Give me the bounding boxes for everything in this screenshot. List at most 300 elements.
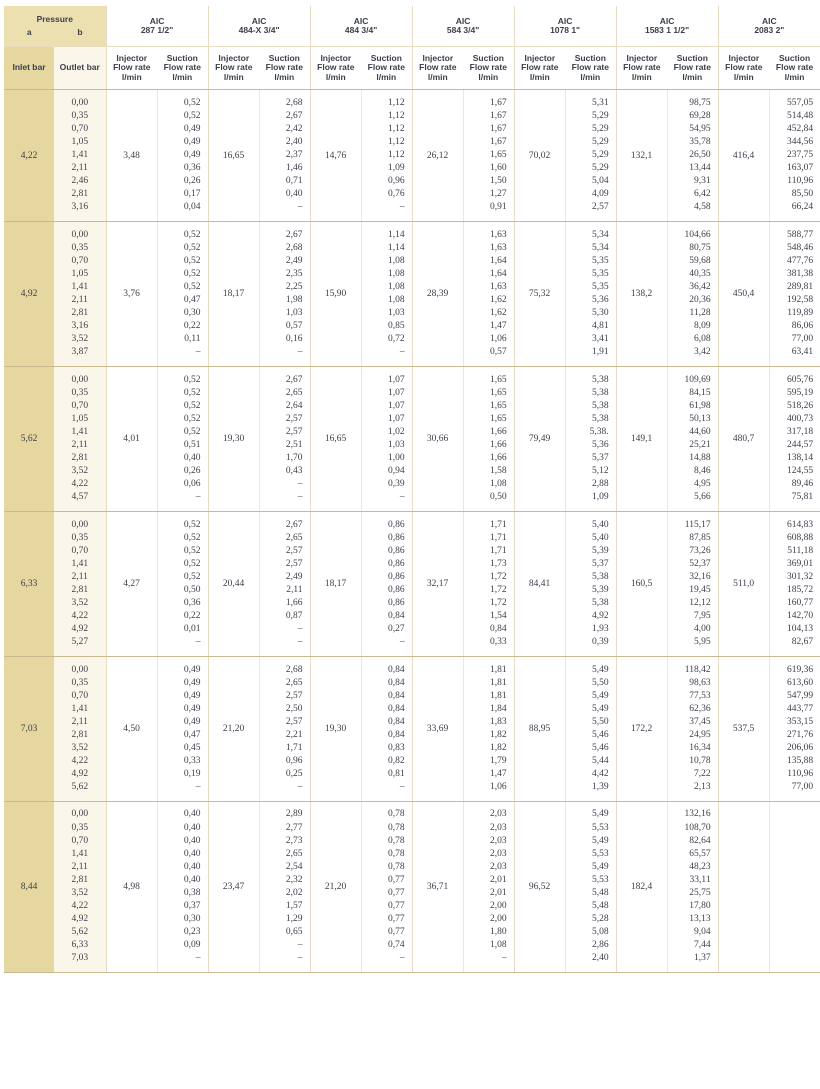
suction-flow-list bbox=[259, 367, 310, 512]
suction-flow-value: 5,28 bbox=[591, 914, 609, 925]
suction-flow-value: – bbox=[297, 202, 303, 213]
outlet-pressure-value: 3,16 bbox=[71, 321, 89, 332]
outlet-pressure-value: 5,27 bbox=[71, 637, 89, 648]
suction-flow-value: 619,36 bbox=[786, 664, 814, 675]
suction-flow-value: 0,49 bbox=[183, 690, 201, 701]
suction-flow-value: 1,62 bbox=[489, 308, 507, 319]
suction-flow-value: 547,99 bbox=[786, 690, 814, 701]
model-header bbox=[718, 6, 820, 47]
suction-flow-value: 5,35 bbox=[591, 268, 609, 279]
suction-flow-value: 2,68 bbox=[285, 242, 303, 253]
suction-flow-value: 35,78 bbox=[689, 136, 711, 147]
suction-flow-value: 1,70 bbox=[285, 453, 303, 464]
suction-flow-value: 5,38 bbox=[591, 598, 609, 609]
suction-flow-value: 614,83 bbox=[786, 519, 814, 530]
suction-flow-value: 0,78 bbox=[387, 861, 405, 872]
suction-flow-value: 0,45 bbox=[183, 743, 201, 754]
injector-flow-value: 511,0 bbox=[718, 512, 769, 657]
outlet-pressure-value: 5,62 bbox=[71, 782, 89, 793]
suction-flow-value: 2,73 bbox=[285, 835, 303, 846]
suction-flow-value: 2,67 bbox=[285, 229, 303, 240]
suction-flow-list bbox=[769, 802, 820, 973]
suction-flow-value: 0,84 bbox=[387, 677, 405, 688]
pressure-ab-labels bbox=[4, 28, 106, 38]
suction-flow-value: 237,75 bbox=[786, 149, 814, 160]
injector-flow-value: 3,48 bbox=[106, 90, 157, 222]
suction-flow-value: 0,52 bbox=[183, 519, 201, 530]
outlet-pressure-value: 3,52 bbox=[71, 888, 89, 898]
suction-flow-value: 115,17 bbox=[684, 519, 711, 530]
suction-flow-value: 1,50 bbox=[489, 176, 507, 187]
injector-flow-value: 21,20 bbox=[208, 657, 259, 802]
suction-flow-value: 192,58 bbox=[786, 295, 814, 305]
suction-flow-list bbox=[259, 512, 310, 657]
suction-flow-value: 0,26 bbox=[183, 466, 201, 477]
suction-flow-list bbox=[463, 802, 514, 973]
suction-flow-value: 2,57 bbox=[285, 716, 303, 727]
suction-flow-value: 75,81 bbox=[791, 492, 814, 503]
suction-flow-value: 5,48 bbox=[591, 888, 609, 898]
suction-flow-value: 1,64 bbox=[489, 268, 507, 279]
suction-flow-value: 5,49 bbox=[591, 690, 609, 701]
injector-flow-value: 16,65 bbox=[310, 367, 361, 512]
header-row-models bbox=[4, 6, 820, 47]
suction-flow-value: – bbox=[399, 637, 405, 648]
suction-flow-value: – bbox=[195, 782, 201, 793]
suction-flow-list bbox=[565, 512, 616, 657]
suction-flow-value: 206,06 bbox=[786, 743, 814, 754]
outlet-pressure-value: 0,35 bbox=[71, 532, 89, 543]
suction-flow-value: 1,63 bbox=[489, 229, 507, 240]
suction-flow-value: 0,77 bbox=[387, 927, 405, 938]
suction-flow-value: 25,21 bbox=[689, 440, 711, 450]
suction-flow-value: 2,21 bbox=[285, 730, 303, 740]
suction-flow-value: 2,68 bbox=[285, 97, 303, 108]
suction-flow-value: 344,56 bbox=[786, 136, 814, 147]
flow-rate-table bbox=[4, 6, 820, 973]
suction-flow-value: 0,52 bbox=[183, 268, 201, 279]
inlet-pressure: 7,03 bbox=[4, 657, 54, 802]
suction-flow-value: 1,67 bbox=[489, 110, 507, 121]
inlet-bar-header: Inlet bar bbox=[4, 47, 54, 90]
suction-flow-value: 1,58 bbox=[489, 466, 507, 477]
outlet-pressure-value: 4,92 bbox=[71, 914, 89, 925]
suction-flow-value: 0,26 bbox=[183, 176, 201, 187]
injector-flow-value: 19,30 bbox=[310, 657, 361, 802]
outlet-pressure-value: 3,16 bbox=[71, 202, 89, 213]
suction-flow-value: 0,78 bbox=[387, 835, 405, 846]
suction-flow-value: 1,00 bbox=[387, 453, 405, 464]
suction-flow-list bbox=[565, 90, 616, 222]
suction-flow-value: 0,72 bbox=[387, 334, 405, 345]
suction-flow-value: 0,57 bbox=[489, 347, 507, 358]
suction-flow-value: 0,49 bbox=[183, 149, 201, 160]
suction-flow-header: Suction Flow rate l/min bbox=[565, 47, 616, 90]
suction-flow-value: 0,52 bbox=[183, 426, 201, 437]
outlet-pressure-list bbox=[54, 802, 106, 973]
suction-flow-value: 514,48 bbox=[786, 110, 814, 121]
suction-flow-value: 1,66 bbox=[489, 453, 507, 464]
inlet-pressure: 4,22 bbox=[4, 90, 54, 222]
suction-flow-value: 5,36 bbox=[591, 295, 609, 305]
suction-flow-list bbox=[157, 657, 208, 802]
injector-flow-value: 138,2 bbox=[616, 222, 667, 367]
suction-flow-value: 135,88 bbox=[786, 756, 814, 767]
suction-flow-value: 1,12 bbox=[387, 149, 405, 160]
outlet-pressure-value: 0,00 bbox=[71, 374, 89, 385]
suction-flow-value: 1,65 bbox=[489, 400, 507, 411]
suction-flow-value: 0,36 bbox=[183, 163, 201, 174]
suction-flow-value: 1,65 bbox=[489, 374, 507, 385]
suction-flow-value: 0,77 bbox=[387, 914, 405, 925]
suction-flow-value: 85,50 bbox=[791, 189, 814, 200]
injector-flow-header: Injector Flow rate l/min bbox=[310, 47, 361, 90]
suction-flow-list bbox=[259, 802, 310, 973]
suction-flow-value: 160,77 bbox=[786, 598, 814, 609]
suction-flow-value: 0,52 bbox=[183, 242, 201, 253]
suction-flow-value: 0,49 bbox=[183, 136, 201, 147]
suction-flow-value: 353,15 bbox=[786, 716, 814, 727]
outlet-pressure-value: 0,70 bbox=[71, 835, 89, 846]
suction-flow-value: 82,64 bbox=[689, 835, 711, 846]
injector-flow-value: 70,02 bbox=[514, 90, 565, 222]
suction-flow-value: 0,22 bbox=[183, 321, 201, 332]
suction-flow-value: 82,67 bbox=[791, 637, 814, 648]
outlet-pressure-value: 0,35 bbox=[71, 677, 89, 688]
suction-flow-value: 1,71 bbox=[489, 519, 507, 530]
suction-flow-list bbox=[463, 367, 514, 512]
injector-flow-value: 20,44 bbox=[208, 512, 259, 657]
suction-flow-value: 1,47 bbox=[489, 769, 507, 780]
suction-flow-value: 0,52 bbox=[183, 558, 201, 569]
outlet-pressure-value: 0,35 bbox=[71, 387, 89, 398]
suction-flow-list bbox=[565, 222, 616, 367]
injector-flow-header: Injector Flow rate l/min bbox=[616, 47, 667, 90]
col-a-label: a bbox=[26, 26, 32, 37]
suction-flow-value: 0,50 bbox=[183, 585, 201, 595]
model-size: 1078 1" bbox=[550, 25, 581, 35]
suction-flow-value: 1,08 bbox=[387, 268, 405, 279]
suction-flow-value: 0,86 bbox=[387, 532, 405, 543]
suction-flow-value: – bbox=[297, 347, 303, 358]
header-row-units bbox=[4, 47, 820, 90]
suction-flow-value: 7,22 bbox=[693, 769, 711, 780]
suction-flow-value: – bbox=[501, 953, 507, 964]
suction-flow-value: 2,67 bbox=[285, 519, 303, 530]
injector-flow-value: 480,7 bbox=[718, 367, 769, 512]
suction-flow-value: 7,44 bbox=[693, 940, 711, 951]
outlet-pressure-value: 1,05 bbox=[71, 136, 89, 147]
suction-flow-value: 0,49 bbox=[183, 716, 201, 727]
suction-flow-value: 0,84 bbox=[387, 716, 405, 727]
suction-flow-value: 5,35 bbox=[591, 255, 609, 266]
outlet-pressure-value: 0,70 bbox=[71, 690, 89, 701]
model-size: 287 1/2" bbox=[140, 25, 174, 35]
suction-flow-value: 0,74 bbox=[387, 940, 405, 951]
suction-flow-value: 5,53 bbox=[591, 848, 609, 859]
outlet-pressure-value: 1,41 bbox=[71, 558, 89, 569]
suction-flow-value: 63,41 bbox=[791, 347, 814, 358]
outlet-pressure-value: 0,00 bbox=[71, 519, 89, 530]
suction-flow-value: 0,06 bbox=[183, 479, 201, 490]
suction-flow-value: 5,44 bbox=[591, 756, 609, 767]
suction-flow-value: 5,35 bbox=[591, 281, 609, 292]
suction-flow-list bbox=[361, 512, 412, 657]
outlet-pressure-list bbox=[54, 222, 106, 367]
suction-flow-value: 0,52 bbox=[183, 545, 201, 556]
suction-flow-value: 1,07 bbox=[387, 374, 405, 385]
suction-flow-value: 1,62 bbox=[489, 295, 507, 305]
suction-flow-value: 0,86 bbox=[387, 545, 405, 556]
suction-flow-value: 73,26 bbox=[689, 545, 711, 556]
injector-flow-value: 16,65 bbox=[208, 90, 259, 222]
outlet-pressure-value: 2,81 bbox=[71, 585, 89, 595]
injector-flow-value: 26,12 bbox=[412, 90, 463, 222]
suction-flow-value: 0,40 bbox=[183, 861, 201, 872]
suction-flow-value: 1,60 bbox=[489, 163, 507, 174]
suction-flow-value: 1,08 bbox=[489, 479, 507, 490]
suction-flow-value: 2,57 bbox=[591, 202, 609, 213]
outlet-pressure-value: 0,00 bbox=[71, 809, 89, 820]
suction-flow-value: 0,96 bbox=[285, 756, 303, 767]
suction-flow-value: 0,71 bbox=[285, 176, 303, 187]
suction-flow-value: 0,85 bbox=[387, 321, 405, 332]
suction-flow-value: 0,40 bbox=[183, 835, 201, 846]
suction-flow-value: 1,72 bbox=[489, 585, 507, 595]
injector-flow-value: 4,01 bbox=[106, 367, 157, 512]
suction-flow-list bbox=[463, 657, 514, 802]
suction-flow-value: 2,77 bbox=[285, 822, 303, 833]
suction-flow-list bbox=[361, 367, 412, 512]
suction-flow-value: 1,07 bbox=[387, 387, 405, 398]
suction-flow-value: 0,33 bbox=[183, 756, 201, 767]
suction-flow-value: 0,84 bbox=[387, 703, 405, 714]
suction-flow-value: 5,95 bbox=[693, 637, 711, 648]
suction-flow-value: 3,41 bbox=[591, 334, 609, 345]
suction-flow-value: 0,39 bbox=[387, 479, 405, 490]
suction-flow-value: 5,34 bbox=[591, 229, 609, 240]
suction-flow-value: 0,78 bbox=[387, 809, 405, 820]
suction-flow-value: 1,12 bbox=[387, 123, 405, 134]
suction-flow-value: 2,57 bbox=[285, 545, 303, 556]
suction-flow-value: 1,63 bbox=[489, 281, 507, 292]
injector-flow-value: 79,49 bbox=[514, 367, 565, 512]
outlet-pressure-value: 4,22 bbox=[71, 479, 89, 490]
suction-flow-list bbox=[769, 657, 820, 802]
suction-flow-value: 0,91 bbox=[489, 202, 507, 213]
suction-flow-list bbox=[361, 90, 412, 222]
suction-flow-value: 1,80 bbox=[489, 927, 507, 938]
injector-flow-value: 33,69 bbox=[412, 657, 463, 802]
suction-flow-value: 2,51 bbox=[285, 440, 303, 450]
suction-flow-value: 2,65 bbox=[285, 848, 303, 859]
outlet-pressure-value: 1,41 bbox=[71, 281, 89, 292]
outlet-bar-header: Outlet bar bbox=[54, 47, 106, 90]
pressure-group-row bbox=[4, 90, 820, 222]
suction-flow-value: 5,50 bbox=[591, 677, 609, 688]
suction-flow-value: 0,40 bbox=[183, 874, 201, 885]
suction-flow-value: – bbox=[399, 953, 405, 964]
injector-flow-value: 182,4 bbox=[616, 802, 667, 973]
suction-flow-value: 1,47 bbox=[489, 321, 507, 332]
outlet-pressure-value: 0,70 bbox=[71, 255, 89, 266]
suction-flow-value: 0,40 bbox=[183, 453, 201, 464]
suction-flow-value: 2,65 bbox=[285, 677, 303, 688]
suction-flow-value: 77,53 bbox=[689, 690, 711, 701]
suction-flow-value: 0,36 bbox=[183, 598, 201, 609]
suction-flow-value: 271,76 bbox=[786, 730, 814, 740]
suction-flow-value: 2,11 bbox=[286, 585, 303, 595]
suction-flow-list bbox=[667, 657, 718, 802]
model-name: AIC bbox=[455, 15, 471, 26]
suction-flow-value: 0,52 bbox=[183, 374, 201, 385]
suction-flow-value: 1,14 bbox=[387, 229, 405, 240]
suction-flow-value: 5,40 bbox=[591, 519, 609, 530]
suction-flow-list bbox=[565, 657, 616, 802]
suction-flow-value: 1,12 bbox=[387, 97, 405, 108]
suction-flow-value: 1,81 bbox=[489, 677, 507, 688]
suction-flow-value: 1,81 bbox=[489, 664, 507, 675]
suction-flow-value: 1,71 bbox=[489, 532, 507, 543]
suction-flow-value: 6,08 bbox=[693, 334, 711, 345]
suction-flow-value: 0,52 bbox=[183, 97, 201, 108]
suction-flow-value: 5,38 bbox=[591, 374, 609, 385]
suction-flow-header: Suction Flow rate l/min bbox=[667, 47, 718, 90]
suction-flow-value: 37,45 bbox=[689, 716, 711, 727]
suction-flow-value: 477,76 bbox=[786, 255, 814, 266]
model-header bbox=[106, 6, 208, 47]
suction-flow-value: 400,73 bbox=[786, 413, 814, 424]
injector-flow-value: 149,1 bbox=[616, 367, 667, 512]
suction-flow-value: 50,13 bbox=[689, 413, 711, 424]
suction-flow-value: – bbox=[195, 953, 201, 964]
suction-flow-value: 26,50 bbox=[689, 149, 711, 160]
suction-flow-value: 0,78 bbox=[387, 848, 405, 859]
suction-flow-value: 1,71 bbox=[489, 545, 507, 556]
suction-flow-value: 1,93 bbox=[591, 624, 609, 635]
suction-flow-value: 1,67 bbox=[489, 136, 507, 147]
suction-flow-value: 1,64 bbox=[489, 255, 507, 266]
suction-flow-value: 2,57 bbox=[285, 413, 303, 424]
injector-flow-value: 3,76 bbox=[106, 222, 157, 367]
suction-flow-value: 0,78 bbox=[387, 822, 405, 833]
suction-flow-value: 59,68 bbox=[689, 255, 711, 266]
model-name: AIC bbox=[659, 15, 675, 26]
outlet-pressure-value: 2,11 bbox=[71, 571, 88, 582]
suction-flow-value: 5,37 bbox=[591, 558, 609, 569]
suction-flow-value: 2,03 bbox=[489, 835, 507, 846]
suction-flow-value: 5,31 bbox=[591, 97, 609, 108]
suction-flow-value: 7,95 bbox=[693, 611, 711, 622]
outlet-pressure-value: 4,92 bbox=[71, 624, 89, 635]
suction-flow-value: 5,29 bbox=[591, 149, 609, 160]
suction-flow-value: 1,65 bbox=[489, 149, 507, 160]
suction-flow-value: – bbox=[297, 624, 303, 635]
suction-flow-value: 0,40 bbox=[183, 822, 201, 833]
suction-flow-value: 0,86 bbox=[387, 558, 405, 569]
suction-flow-value: 595,19 bbox=[786, 387, 814, 398]
suction-flow-list bbox=[667, 90, 718, 222]
suction-flow-list bbox=[361, 222, 412, 367]
inlet-pressure: 6,33 bbox=[4, 512, 54, 657]
suction-flow-value: 0,40 bbox=[183, 809, 201, 820]
suction-flow-value: 5,49 bbox=[591, 703, 609, 714]
suction-flow-value: 0,52 bbox=[183, 110, 201, 121]
injector-flow-value: 14,76 bbox=[310, 90, 361, 222]
injector-flow-value: 416,4 bbox=[718, 90, 769, 222]
suction-flow-value: 0,86 bbox=[387, 571, 405, 582]
outlet-pressure-value: 4,57 bbox=[71, 492, 89, 503]
suction-flow-value: 0,84 bbox=[489, 624, 507, 635]
injector-flow-value: 18,17 bbox=[208, 222, 259, 367]
pressure-group-row bbox=[4, 657, 820, 802]
suction-flow-value: – bbox=[195, 492, 201, 503]
suction-flow-value: 2,40 bbox=[285, 136, 303, 147]
suction-flow-value: 0,43 bbox=[285, 466, 303, 477]
outlet-pressure-value: 3,87 bbox=[71, 347, 89, 358]
suction-flow-value: 5,66 bbox=[693, 492, 711, 503]
suction-flow-value: 317,18 bbox=[786, 426, 814, 437]
suction-flow-value: 48,23 bbox=[689, 861, 711, 872]
suction-flow-value: 119,89 bbox=[787, 308, 814, 319]
suction-flow-value: 5,39 bbox=[591, 545, 609, 556]
pressure-group-row bbox=[4, 512, 820, 657]
suction-flow-value: 5,38 bbox=[591, 387, 609, 398]
injector-flow-value: 32,17 bbox=[412, 512, 463, 657]
outlet-pressure-value: 2,81 bbox=[71, 189, 89, 200]
suction-flow-value: 0,30 bbox=[183, 308, 201, 319]
suction-flow-value: 0,33 bbox=[489, 637, 507, 648]
suction-flow-value: 0,57 bbox=[285, 321, 303, 332]
injector-flow-value: 21,20 bbox=[310, 802, 361, 973]
suction-flow-value: 1,02 bbox=[387, 426, 405, 437]
suction-flow-value: 98,63 bbox=[689, 677, 711, 688]
injector-flow-value: 75,32 bbox=[514, 222, 565, 367]
pressure-group-row bbox=[4, 222, 820, 367]
suction-flow-value: 0,84 bbox=[387, 611, 405, 622]
suction-flow-value: 4,58 bbox=[693, 202, 711, 213]
model-name: AIC bbox=[557, 15, 573, 26]
suction-flow-value: 0,38 bbox=[183, 888, 201, 898]
model-header bbox=[412, 6, 514, 47]
suction-flow-value: 0,49 bbox=[183, 677, 201, 688]
suction-flow-value: 80,75 bbox=[689, 242, 711, 253]
model-size: 1583 1 1/2" bbox=[644, 25, 690, 35]
suction-flow-value: 0,22 bbox=[183, 611, 201, 622]
outlet-pressure-value: 2,81 bbox=[71, 730, 89, 740]
injector-flow-value: 172,2 bbox=[616, 657, 667, 802]
suction-flow-value: 98,75 bbox=[689, 97, 711, 108]
outlet-pressure-value: 1,41 bbox=[71, 426, 89, 437]
outlet-pressure-value: 2,11 bbox=[71, 716, 88, 727]
suction-flow-value: 5,49 bbox=[591, 835, 609, 846]
suction-flow-value: – bbox=[399, 202, 405, 213]
suction-flow-value: 1,14 bbox=[387, 242, 405, 253]
outlet-pressure-value: 7,03 bbox=[71, 953, 89, 964]
outlet-pressure-value: 4,92 bbox=[71, 769, 89, 780]
suction-flow-value: 244,57 bbox=[786, 440, 814, 450]
suction-flow-value: 5,30 bbox=[591, 308, 609, 319]
suction-flow-value: 2,49 bbox=[285, 255, 303, 266]
suction-flow-value: 1,79 bbox=[489, 756, 507, 767]
suction-flow-list bbox=[463, 90, 514, 222]
suction-flow-value: 2,64 bbox=[285, 400, 303, 411]
suction-flow-value: 0,81 bbox=[387, 769, 405, 780]
suction-flow-value: 1,65 bbox=[489, 413, 507, 424]
model-size: 484-X 3/4" bbox=[238, 25, 280, 35]
suction-flow-value: 0,96 bbox=[387, 176, 405, 187]
suction-flow-value: 62,36 bbox=[689, 703, 711, 714]
